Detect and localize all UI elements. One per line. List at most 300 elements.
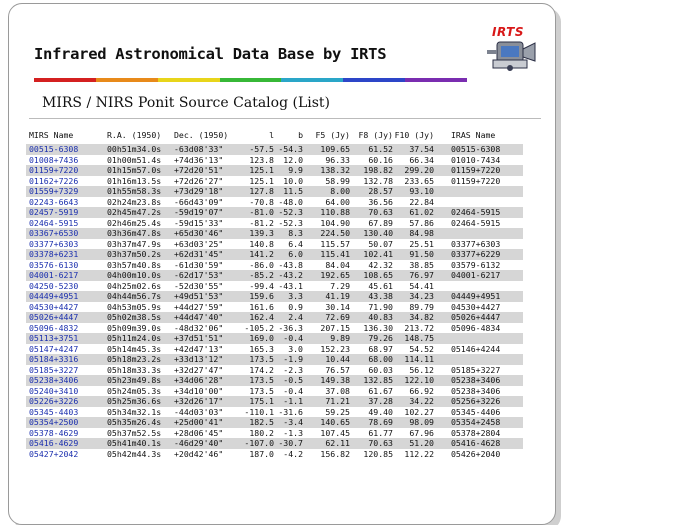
cell-mirs-name [26, 260, 107, 271]
cell-b: -3.4 [274, 417, 303, 428]
cell-l: -81.2 [249, 217, 274, 228]
mirs-name-link[interactable]: 05416-4629 [29, 438, 79, 448]
table-row [26, 449, 523, 460]
mirs-name-link[interactable]: 03377+6303 [29, 238, 79, 249]
cell-f8: 43.38 [350, 291, 393, 302]
cell-ra: 03h36m47.8s [107, 228, 171, 239]
cell-iras-name [434, 228, 523, 239]
cell-f8: 68.97 [368, 343, 393, 354]
cell-f5: 149.38 [303, 375, 350, 386]
table-row [26, 228, 523, 239]
cell-b: 6.0 [274, 249, 303, 260]
cell-b: 9.9 [274, 165, 303, 176]
cell-l: 165.3 [249, 343, 274, 354]
cell-l: 127.8 [240, 186, 274, 197]
mirs-name-link[interactable]: 03367+6530 [29, 228, 79, 238]
col-ra: R.A. (1950) [107, 130, 162, 140]
cell-dec: +33d13'12" [171, 354, 240, 365]
cell-mirs-name [26, 386, 107, 397]
cell-ra: 04h25m02.6s [107, 280, 162, 291]
cell-mirs-name [26, 186, 107, 197]
table-row [26, 239, 523, 250]
cell-dec: +28d06'45" [174, 427, 224, 438]
cell-f8: 50.07 [368, 238, 393, 249]
cell-f5: 152.23 [320, 343, 350, 354]
cell-ra: 02h46m25.4s [107, 217, 162, 228]
cell-l: 140.8 [249, 238, 274, 249]
cell-f10: 233.65 [404, 175, 434, 186]
mirs-name-link[interactable]: 04250-5230 [29, 280, 79, 291]
cell-f8: 70.63 [350, 438, 393, 449]
mirs-name-link[interactable]: 05185+3227 [29, 364, 79, 375]
cell-iras-name [434, 354, 523, 365]
cell-f8: 132.85 [350, 375, 393, 386]
cell-f10: 84.98 [393, 228, 434, 239]
cell-f8: 40.83 [350, 312, 393, 323]
table-row [26, 260, 523, 271]
cell-iras-name: 05096-4834 [451, 322, 501, 333]
cell-mirs-name [26, 281, 107, 292]
mirs-name-link[interactable]: 04449+4951 [29, 291, 79, 301]
cell-l: -57.5 [240, 144, 274, 155]
cell-mirs-name [26, 323, 107, 334]
cell-dec: +63d03'25" [174, 238, 224, 249]
table-row [26, 144, 523, 155]
cell-f8: 49.40 [368, 406, 393, 417]
catalog-panel [8, 3, 556, 525]
table-row [26, 186, 523, 197]
cell-ra: 05h09m39.0s [107, 322, 162, 333]
mirs-name-link[interactable]: 04530+4427 [29, 301, 79, 312]
cell-dec: +62d31'45" [171, 249, 240, 260]
cell-iras-name: 05345-4406 [451, 406, 501, 417]
cell-iras-name: 03377+6303 [451, 238, 501, 249]
mirs-name-link[interactable]: 05113+3751 [29, 333, 79, 343]
cell-l: -81.0 [240, 207, 274, 218]
cell-mirs-name [26, 249, 107, 260]
cell-b: -43.1 [278, 280, 303, 291]
cell-f8: 79.26 [350, 333, 393, 344]
rainbow-segment [220, 78, 282, 82]
cell-b: -52.3 [274, 207, 303, 218]
rainbow-segment [158, 78, 220, 82]
cell-l: 187.0 [249, 448, 274, 459]
cell-b: -1.1 [274, 396, 303, 407]
cell-l: 182.5 [240, 417, 274, 428]
table-row [26, 386, 523, 397]
cell-f8: 70.63 [350, 207, 393, 218]
cell-ra: 05h18m23.2s [107, 354, 171, 365]
irts-logo-text: IRTS [492, 25, 524, 39]
cell-ra: 05h02m38.5s [107, 312, 171, 323]
table-row [26, 333, 523, 344]
table-row [26, 207, 523, 218]
cell-b: 3.3 [274, 291, 303, 302]
cell-mirs-name [26, 333, 107, 344]
cell-b: -0.5 [274, 375, 303, 386]
cell-ra: 05h18m33.3s [107, 364, 162, 375]
cell-dec: +72d20'51" [171, 165, 240, 176]
mirs-name-link[interactable]: 05427+2042 [29, 448, 79, 459]
cell-b: -0.4 [274, 333, 303, 344]
cell-iras-name: 05238+3406 [451, 385, 501, 396]
cell-f10: 112.22 [404, 448, 434, 459]
col-l: l [269, 130, 274, 140]
cell-b: 10.0 [283, 175, 303, 186]
cell-f5: 71.21 [303, 396, 350, 407]
cell-f10: 114.11 [393, 354, 434, 365]
cell-l: 169.0 [240, 333, 274, 344]
cell-iras-name: 02464-5915 [434, 207, 523, 218]
mirs-name-link[interactable]: 01559+7329 [29, 186, 79, 196]
cell-b: -36.3 [278, 322, 303, 333]
cell-b: -43.8 [278, 259, 303, 270]
cell-mirs-name [26, 207, 107, 218]
cell-mirs-name [26, 176, 107, 187]
cell-f10: 54.52 [409, 343, 434, 354]
cell-iras-name: 04530+4427 [451, 301, 501, 312]
cell-dec: +42d47'13" [174, 343, 224, 354]
cell-f10: 66.34 [409, 154, 434, 165]
cell-f8: 132.78 [363, 175, 393, 186]
table-row [26, 291, 523, 302]
cell-dec: +34d10'00" [174, 385, 224, 396]
cell-f10: 98.09 [393, 417, 434, 428]
cell-mirs-name [26, 365, 107, 376]
cell-b: -54.3 [274, 144, 303, 155]
cell-f5: 115.57 [320, 238, 350, 249]
cell-f10: 51.20 [393, 438, 434, 449]
table-row [26, 165, 523, 176]
cell-l: 141.2 [240, 249, 274, 260]
cell-mirs-name [26, 302, 107, 313]
cell-iras-name [434, 333, 523, 344]
cell-ra: 05h11m24.0s [107, 333, 171, 344]
cell-l: -110.1 [244, 406, 274, 417]
rainbow-segment [281, 78, 343, 82]
cell-f10: 76.97 [393, 270, 434, 281]
cell-f5: 96.33 [325, 154, 350, 165]
cell-b: -4.2 [283, 448, 303, 459]
cell-iras-name: 05354+2458 [434, 417, 523, 428]
cell-dec: +49d51'53" [171, 291, 240, 302]
col-dec: Dec. (1950) [174, 130, 229, 140]
mirs-name-link[interactable]: 01162+7226 [29, 175, 79, 186]
cell-ra: 05h42m44.3s [107, 448, 162, 459]
cell-f10: 56.12 [409, 364, 434, 375]
cell-b: -30.7 [274, 438, 303, 449]
cell-b: -31.6 [278, 406, 303, 417]
table-row [26, 176, 523, 187]
table-row [26, 407, 523, 418]
cell-mirs-name [26, 438, 107, 449]
cell-iras-name: 03579-6132 [451, 259, 501, 270]
cell-f5: 224.50 [303, 228, 350, 239]
cell-mirs-name [26, 228, 107, 239]
cell-f5: 107.45 [320, 427, 350, 438]
table-row [26, 197, 523, 208]
cell-b: 2.4 [274, 312, 303, 323]
mirs-name-link[interactable]: 05345-4403 [29, 406, 79, 417]
cell-ra: 03h37m47.9s [107, 238, 162, 249]
cell-l: 139.3 [240, 228, 274, 239]
cell-b: -0.4 [283, 385, 303, 396]
cell-iras-name: 00515-6308 [434, 144, 523, 155]
cell-f10: 34.22 [393, 396, 434, 407]
cell-f8: 136.30 [363, 322, 393, 333]
table-row [26, 354, 523, 365]
cell-ra: 04h44m56.7s [107, 291, 171, 302]
cell-f10: 34.23 [393, 291, 434, 302]
cell-dec: +25d00'41" [171, 417, 240, 428]
cell-ra: 05h37m52.5s [107, 427, 162, 438]
cell-ra: 05h24m05.3s [107, 385, 162, 396]
cell-f8: 60.03 [368, 364, 393, 375]
mirs-name-link[interactable]: 05378-4629 [29, 427, 79, 438]
mirs-name-link[interactable]: 01008+7436 [29, 154, 79, 165]
cell-dec: +74d36'13" [174, 154, 224, 165]
cell-l: 175.1 [240, 396, 274, 407]
cell-ra: 02h24m23.8s [107, 196, 162, 207]
cell-f10: 57.86 [409, 217, 434, 228]
cell-f8: 68.00 [350, 354, 393, 365]
cell-f10: 25.51 [409, 238, 434, 249]
col-b: b [298, 130, 303, 140]
rainbow-segment [34, 78, 96, 82]
cell-dec: +72d26'27" [174, 175, 224, 186]
mirs-name-link[interactable]: 05226+3226 [29, 396, 79, 406]
mirs-name-link[interactable]: 02457-5919 [29, 207, 79, 217]
cell-f10: 299.20 [393, 165, 434, 176]
cell-f8: 42.32 [368, 259, 393, 270]
cell-ra: 05h41m40.1s [107, 438, 171, 449]
cell-mirs-name [26, 417, 107, 428]
table-row [26, 375, 523, 386]
table-row [26, 218, 523, 229]
cell-l: -107.0 [240, 438, 274, 449]
cell-f8: 61.67 [368, 385, 393, 396]
cell-f5: 41.19 [303, 291, 350, 302]
cell-iras-name: 04449+4951 [434, 291, 523, 302]
cell-b: 6.4 [288, 238, 303, 249]
cell-mirs-name [26, 155, 107, 166]
cell-dec: +65d30'46" [171, 228, 240, 239]
cell-mirs-name [26, 354, 107, 365]
cell-iras-name: 01010-7434 [451, 154, 501, 165]
table-row [26, 417, 523, 428]
mirs-name-link[interactable]: 05096-4832 [29, 322, 79, 333]
cell-iras-name: 05426+2040 [451, 448, 501, 459]
cell-f5: 115.41 [303, 249, 350, 260]
cell-f10: 61.02 [393, 207, 434, 218]
cell-b: -1.9 [274, 354, 303, 365]
col-f10: F10 (Jy) [394, 130, 434, 140]
cell-ra: 04h53m05.9s [107, 301, 162, 312]
cell-b: 11.5 [274, 186, 303, 197]
cell-mirs-name [26, 396, 107, 407]
col-f8: F8 (Jy) [358, 130, 393, 140]
cell-dec: +32d26'17" [171, 396, 240, 407]
table-body [26, 144, 523, 459]
cell-f8: 37.28 [350, 396, 393, 407]
irts-logo [485, 25, 541, 79]
col-f5: F5 (Jy) [315, 130, 350, 140]
mirs-name-link[interactable]: 05240+3410 [29, 385, 79, 396]
table-row [26, 302, 523, 313]
cell-mirs-name [26, 312, 107, 323]
cell-ra: 01h16m13.5s [107, 175, 162, 186]
cell-f10: 148.75 [393, 333, 434, 344]
mirs-name-link[interactable]: 03378+6231 [29, 249, 79, 259]
cell-l: 123.8 [249, 154, 274, 165]
mirs-name-link[interactable]: 05184+3316 [29, 354, 79, 364]
mirs-name-link[interactable]: 05354+2500 [29, 417, 79, 427]
cell-ra: 01h55m58.3s [107, 186, 171, 197]
cell-dec: -44d03'03" [174, 406, 224, 417]
rainbow-segment [96, 78, 158, 82]
cell-f10: 38.85 [409, 259, 434, 270]
col-mirs-name: MIRS Name [29, 130, 74, 140]
cell-iras-name: 05256+3226 [434, 396, 523, 407]
rainbow-segment [343, 78, 405, 82]
table-header-row [26, 126, 523, 144]
cell-iras-name [434, 186, 523, 197]
cell-f5: 58.99 [325, 175, 350, 186]
cell-mirs-name [26, 375, 107, 386]
cell-f8: 60.16 [368, 154, 393, 165]
cell-dec: -63d08'33" [171, 144, 240, 155]
cell-f5: 140.65 [303, 417, 350, 428]
cell-f10: 102.27 [404, 406, 434, 417]
cell-mirs-name [26, 270, 107, 281]
cell-iras-name: 05238+3406 [434, 375, 523, 386]
cell-f8: 61.77 [368, 427, 393, 438]
cell-f10: 122.10 [393, 375, 434, 386]
mirs-name-link[interactable]: 04001-6217 [29, 270, 79, 280]
mirs-name-link[interactable]: 05238+3406 [29, 375, 79, 385]
cell-f5: 110.88 [303, 207, 350, 218]
mirs-name-link[interactable]: 02243-6643 [29, 196, 79, 207]
cell-dec: +37d51'51" [171, 333, 240, 344]
cell-f5: 37.08 [325, 385, 350, 396]
mirs-name-link[interactable]: 02464-5915 [29, 217, 79, 228]
cell-dec: -61d30'59" [174, 259, 224, 270]
cell-b: 8.3 [274, 228, 303, 239]
cell-f8: 67.89 [368, 217, 393, 228]
cell-f8: 130.40 [350, 228, 393, 239]
cell-f8: 71.90 [368, 301, 393, 312]
cell-f10: 91.50 [393, 249, 434, 260]
cell-f5: 64.00 [325, 196, 350, 207]
cell-ra: 03h37m50.2s [107, 249, 171, 260]
cell-dec: -66d43'09" [174, 196, 224, 207]
cell-ra: 05h34m32.1s [107, 406, 162, 417]
rainbow-segment [405, 78, 467, 82]
cell-dec: -59d15'33" [174, 217, 224, 228]
cell-f5: 10.44 [303, 354, 350, 365]
cell-l: -86.0 [249, 259, 274, 270]
cell-f8: 198.82 [350, 165, 393, 176]
cell-mirs-name [26, 344, 107, 355]
cell-f10: 67.96 [409, 427, 434, 438]
cell-f10: 34.82 [393, 312, 434, 323]
cell-b: 0.9 [288, 301, 303, 312]
cell-iras-name [434, 197, 523, 208]
divider [29, 118, 541, 119]
cell-l: 159.6 [240, 291, 274, 302]
mirs-name-link[interactable]: 05026+4447 [29, 312, 79, 322]
cell-dec: +73d29'18" [171, 186, 240, 197]
cell-ra: 05h14m45.3s [107, 343, 162, 354]
cell-iras-name: 05026+4447 [434, 312, 523, 323]
cell-f5: 76.57 [325, 364, 350, 375]
table-row [26, 249, 523, 260]
cell-f5: 207.15 [320, 322, 350, 333]
cell-dec: -52d30'55" [174, 280, 224, 291]
cell-mirs-name [26, 291, 107, 302]
cell-f5: 7.29 [330, 280, 350, 291]
cell-l: -99.4 [249, 280, 274, 291]
page-title: Infrared Astronomical Data Base by IRTS [34, 45, 387, 63]
cell-iras-name: 05185+3227 [451, 364, 501, 375]
telescope-icon [485, 25, 541, 79]
cell-mirs-name [26, 449, 107, 460]
cell-l: 173.5 [240, 375, 274, 386]
cell-f5: 156.82 [320, 448, 350, 459]
cell-ra: 03h57m40.8s [107, 259, 162, 270]
mirs-name-link[interactable]: 03576-6130 [29, 259, 79, 270]
cell-ra: 04h00m10.0s [107, 270, 171, 281]
cell-f5: 138.32 [303, 165, 350, 176]
cell-iras-name [434, 281, 523, 292]
cell-iras-name: 05416-4628 [434, 438, 523, 449]
cell-l: 162.4 [240, 312, 274, 323]
cell-iras-name: 01159+7220 [434, 165, 523, 176]
cell-l: -70.8 [249, 196, 274, 207]
table-row [26, 344, 523, 355]
table-row [26, 281, 523, 292]
mirs-name-link[interactable]: 05147+4247 [29, 343, 79, 354]
table-row [26, 270, 523, 281]
cell-ra: 05h35m26.4s [107, 417, 171, 428]
table-row [26, 312, 523, 323]
cell-b: -1.3 [283, 427, 303, 438]
cell-f8: 61.52 [350, 144, 393, 155]
cell-f10: 213.72 [404, 322, 434, 333]
table-row [26, 396, 523, 407]
rainbow-divider [34, 78, 467, 82]
cell-l: 125.1 [249, 175, 274, 186]
cell-f5: 104.90 [320, 217, 350, 228]
cell-dec: +32d27'47" [174, 364, 224, 375]
cell-mirs-name [26, 407, 107, 418]
mirs-name-link[interactable]: 01159+7220 [29, 165, 79, 175]
cell-b: 3.0 [288, 343, 303, 354]
cell-l: 173.5 [249, 385, 274, 396]
cell-ra: 00h51m34.0s [107, 144, 171, 155]
cell-f10: 54.41 [409, 280, 434, 291]
table-row [26, 438, 523, 449]
col-iras-name: IRAS Name [451, 130, 496, 140]
cell-dec: +44d27'59" [174, 301, 224, 312]
cell-f5: 8.00 [303, 186, 350, 197]
cell-f5: 192.65 [303, 270, 350, 281]
cell-b: -52.3 [278, 217, 303, 228]
cell-mirs-name [26, 428, 107, 439]
cell-f5: 30.14 [325, 301, 350, 312]
cell-f8: 45.61 [368, 280, 393, 291]
mirs-name-link[interactable]: 00515-6308 [29, 144, 79, 154]
